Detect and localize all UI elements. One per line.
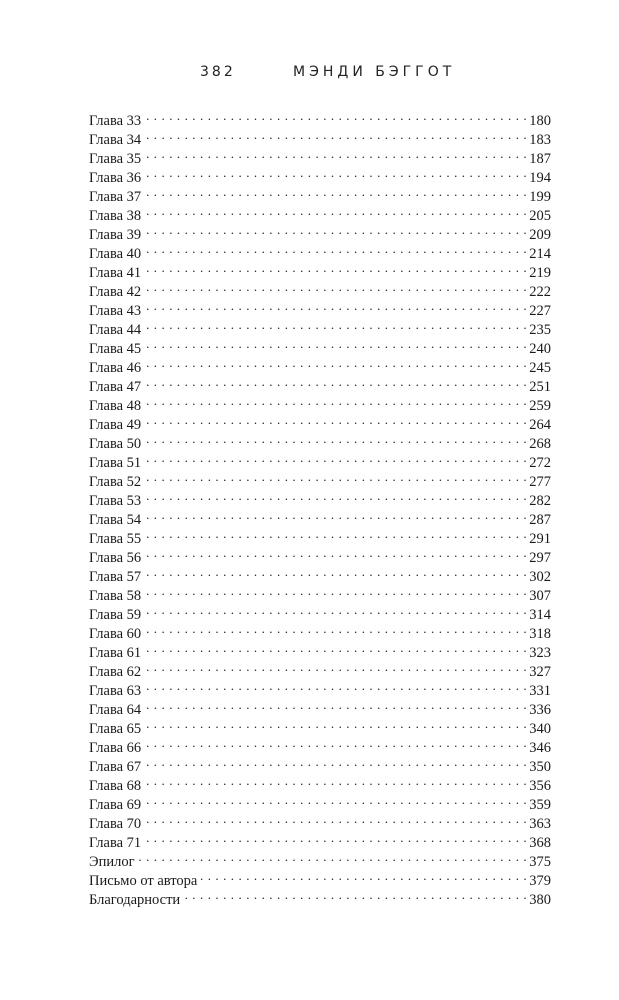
dot-leader xyxy=(144,448,527,467)
toc-entry-title: Эпилог xyxy=(89,854,135,870)
toc-entry xyxy=(89,353,551,376)
toc-entry-page: 379 xyxy=(529,873,551,889)
toc-entry-page: 264 xyxy=(529,417,551,433)
toc-entry-title: Глава 49 xyxy=(89,417,142,433)
dot-leader xyxy=(144,695,527,714)
toc-entry-title: Глава 38 xyxy=(89,208,142,224)
dot-leader xyxy=(144,334,527,353)
toc-entry-title: Глава 65 xyxy=(89,721,142,737)
toc-entry-page: 282 xyxy=(529,493,551,509)
dot-leader xyxy=(144,163,527,182)
toc-entry xyxy=(89,296,551,319)
toc-entry xyxy=(89,543,551,566)
toc-entry-page: 323 xyxy=(529,645,551,661)
dot-leader xyxy=(144,790,527,809)
dot-leader xyxy=(144,581,527,600)
toc-entry-page: 180 xyxy=(529,113,551,129)
toc-entry-title: Благодарности xyxy=(89,892,181,908)
toc-entry-page: 291 xyxy=(529,531,551,547)
toc-entry xyxy=(89,676,551,699)
dot-leader xyxy=(144,562,527,581)
toc-entry xyxy=(89,486,551,509)
dot-leader xyxy=(144,543,527,562)
toc-entry-title: Глава 60 xyxy=(89,626,142,642)
toc-entry-title: Глава 62 xyxy=(89,664,142,680)
toc-entry-page: 240 xyxy=(529,341,551,357)
toc-entry-title: Глава 53 xyxy=(89,493,142,509)
toc-entry-page: 277 xyxy=(529,474,551,490)
toc-entry-page: 368 xyxy=(529,835,551,851)
toc-entry-title: Глава 55 xyxy=(89,531,142,547)
toc-entry xyxy=(89,562,551,585)
toc-entry-page: 346 xyxy=(529,740,551,756)
toc-entry-title: Глава 46 xyxy=(89,360,142,376)
dot-leader xyxy=(144,277,527,296)
running-head xyxy=(0,64,619,86)
toc-entry-title: Глава 68 xyxy=(89,778,142,794)
toc-entry-page: 245 xyxy=(529,360,551,376)
dot-leader xyxy=(144,638,527,657)
toc-entry xyxy=(89,505,551,528)
dot-leader xyxy=(144,657,527,676)
dot-leader xyxy=(144,296,527,315)
dot-leader xyxy=(144,201,527,220)
dot-leader xyxy=(144,524,527,543)
toc-entry xyxy=(89,448,551,471)
toc-entry-page: 340 xyxy=(529,721,551,737)
author-name: МЭНДИ БЭГГОТ xyxy=(293,64,456,80)
dot-leader xyxy=(144,239,527,258)
dot-leader xyxy=(144,486,527,505)
dot-leader xyxy=(144,182,527,201)
dot-leader xyxy=(144,600,527,619)
dot-leader xyxy=(144,144,527,163)
dot-leader xyxy=(200,866,527,885)
toc-entry-title: Глава 33 xyxy=(89,113,142,129)
toc-entry xyxy=(89,258,551,281)
toc-entry-title: Глава 40 xyxy=(89,246,142,262)
toc-entry-title: Глава 37 xyxy=(89,189,142,205)
toc-entry xyxy=(89,182,551,205)
toc-entry-title: Глава 34 xyxy=(89,132,142,148)
dot-leader xyxy=(144,353,527,372)
toc-entry-title: Глава 57 xyxy=(89,569,142,585)
toc-entry-page: 268 xyxy=(529,436,551,452)
toc-entry-page: 375 xyxy=(529,854,551,870)
toc-entry-title: Глава 54 xyxy=(89,512,142,528)
toc-entry xyxy=(89,239,551,262)
toc-entry xyxy=(89,752,551,775)
toc-entry-page: 183 xyxy=(529,132,551,148)
dot-leader xyxy=(144,410,527,429)
toc-entry xyxy=(89,163,551,186)
toc-entry-title: Глава 51 xyxy=(89,455,142,471)
toc-entry-page: 227 xyxy=(529,303,551,319)
toc-entry xyxy=(89,714,551,737)
toc-entry-page: 327 xyxy=(529,664,551,680)
dot-leader xyxy=(144,125,527,144)
toc-entry-page: 205 xyxy=(529,208,551,224)
toc-entry xyxy=(89,695,551,718)
dot-leader xyxy=(144,733,527,752)
dot-leader xyxy=(144,619,527,638)
toc-entry-page: 350 xyxy=(529,759,551,775)
toc-entry-page: 314 xyxy=(529,607,551,623)
toc-entry xyxy=(89,657,551,680)
toc-entry-title: Глава 67 xyxy=(89,759,142,775)
toc-entry-page: 272 xyxy=(529,455,551,471)
toc-entry-page: 209 xyxy=(529,227,551,243)
dot-leader xyxy=(144,258,527,277)
toc-entry-title: Глава 48 xyxy=(89,398,142,414)
dot-leader xyxy=(144,467,527,486)
toc-entry-title: Глава 44 xyxy=(89,322,142,338)
toc-entry-title: Глава 63 xyxy=(89,683,142,699)
toc-entry-page: 287 xyxy=(529,512,551,528)
toc-entry-page: 259 xyxy=(529,398,551,414)
toc-entry xyxy=(89,581,551,604)
toc-entry xyxy=(89,410,551,433)
dot-leader xyxy=(144,505,527,524)
toc-entry-page: 359 xyxy=(529,797,551,813)
toc-entry xyxy=(89,334,551,357)
toc-entry xyxy=(89,391,551,414)
toc-entry xyxy=(89,828,551,851)
toc-entry xyxy=(89,790,551,813)
toc-entry xyxy=(89,144,551,167)
table-of-contents xyxy=(89,106,551,908)
toc-entry xyxy=(89,733,551,756)
dot-leader xyxy=(144,714,527,733)
toc-entry-page: 336 xyxy=(529,702,551,718)
dot-leader xyxy=(144,676,527,695)
toc-entry-title: Глава 41 xyxy=(89,265,142,281)
toc-entry-title: Глава 69 xyxy=(89,797,142,813)
toc-entry-title: Глава 45 xyxy=(89,341,142,357)
toc-entry-page: 380 xyxy=(529,892,551,908)
toc-entry-title: Глава 39 xyxy=(89,227,142,243)
toc-entry xyxy=(89,809,551,832)
toc-entry-page: 214 xyxy=(529,246,551,262)
toc-entry-page: 219 xyxy=(529,265,551,281)
toc-entry-page: 302 xyxy=(529,569,551,585)
toc-entry-title: Глава 42 xyxy=(89,284,142,300)
toc-entry xyxy=(89,220,551,243)
dot-leader xyxy=(183,885,527,904)
toc-entry-page: 318 xyxy=(529,626,551,642)
dot-leader xyxy=(144,315,527,334)
toc-entry-page: 297 xyxy=(529,550,551,566)
dot-leader xyxy=(138,847,528,866)
dot-leader xyxy=(144,391,527,410)
toc-entry-title: Глава 56 xyxy=(89,550,142,566)
toc-entry xyxy=(89,277,551,300)
toc-entry xyxy=(89,866,551,889)
page-number: 382 xyxy=(200,64,236,80)
toc-entry-title: Глава 35 xyxy=(89,151,142,167)
dot-leader xyxy=(144,752,527,771)
toc-entry xyxy=(89,429,551,452)
toc-entry-title: Глава 71 xyxy=(89,835,142,851)
dot-leader xyxy=(144,106,527,125)
toc-entry-page: 356 xyxy=(529,778,551,794)
toc-entry-page: 187 xyxy=(529,151,551,167)
dot-leader xyxy=(144,372,527,391)
toc-entry-title: Глава 47 xyxy=(89,379,142,395)
toc-entry-title: Глава 52 xyxy=(89,474,142,490)
toc-entry xyxy=(89,201,551,224)
toc-entry-page: 222 xyxy=(529,284,551,300)
toc-entry xyxy=(89,125,551,148)
toc-entry xyxy=(89,619,551,642)
toc-entry xyxy=(89,467,551,490)
toc-entry xyxy=(89,600,551,623)
toc-entry-page: 251 xyxy=(529,379,551,395)
toc-entry xyxy=(89,524,551,547)
toc-entry-title: Глава 59 xyxy=(89,607,142,623)
toc-entry-title: Глава 61 xyxy=(89,645,142,661)
dot-leader xyxy=(144,828,527,847)
toc-entry-title: Глава 36 xyxy=(89,170,142,186)
toc-entry-page: 363 xyxy=(529,816,551,832)
toc-entry xyxy=(89,372,551,395)
toc-entry xyxy=(89,771,551,794)
toc-entry xyxy=(89,847,551,870)
toc-entry-title: Письмо от автора xyxy=(89,873,198,889)
dot-leader xyxy=(144,809,527,828)
toc-entry-page: 199 xyxy=(529,189,551,205)
toc-entry xyxy=(89,315,551,338)
toc-entry-page: 235 xyxy=(529,322,551,338)
toc-entry-page: 307 xyxy=(529,588,551,604)
dot-leader xyxy=(144,771,527,790)
toc-entry-title: Глава 43 xyxy=(89,303,142,319)
toc-entry xyxy=(89,106,551,129)
dot-leader xyxy=(144,220,527,239)
toc-entry-title: Глава 64 xyxy=(89,702,142,718)
toc-entry-title: Глава 58 xyxy=(89,588,142,604)
toc-entry-title: Глава 66 xyxy=(89,740,142,756)
toc-entry-title: Глава 70 xyxy=(89,816,142,832)
toc-entry xyxy=(89,638,551,661)
toc-entry-page: 331 xyxy=(529,683,551,699)
dot-leader xyxy=(144,429,527,448)
toc-entry-title: Глава 50 xyxy=(89,436,142,452)
toc-entry-page: 194 xyxy=(529,170,551,186)
